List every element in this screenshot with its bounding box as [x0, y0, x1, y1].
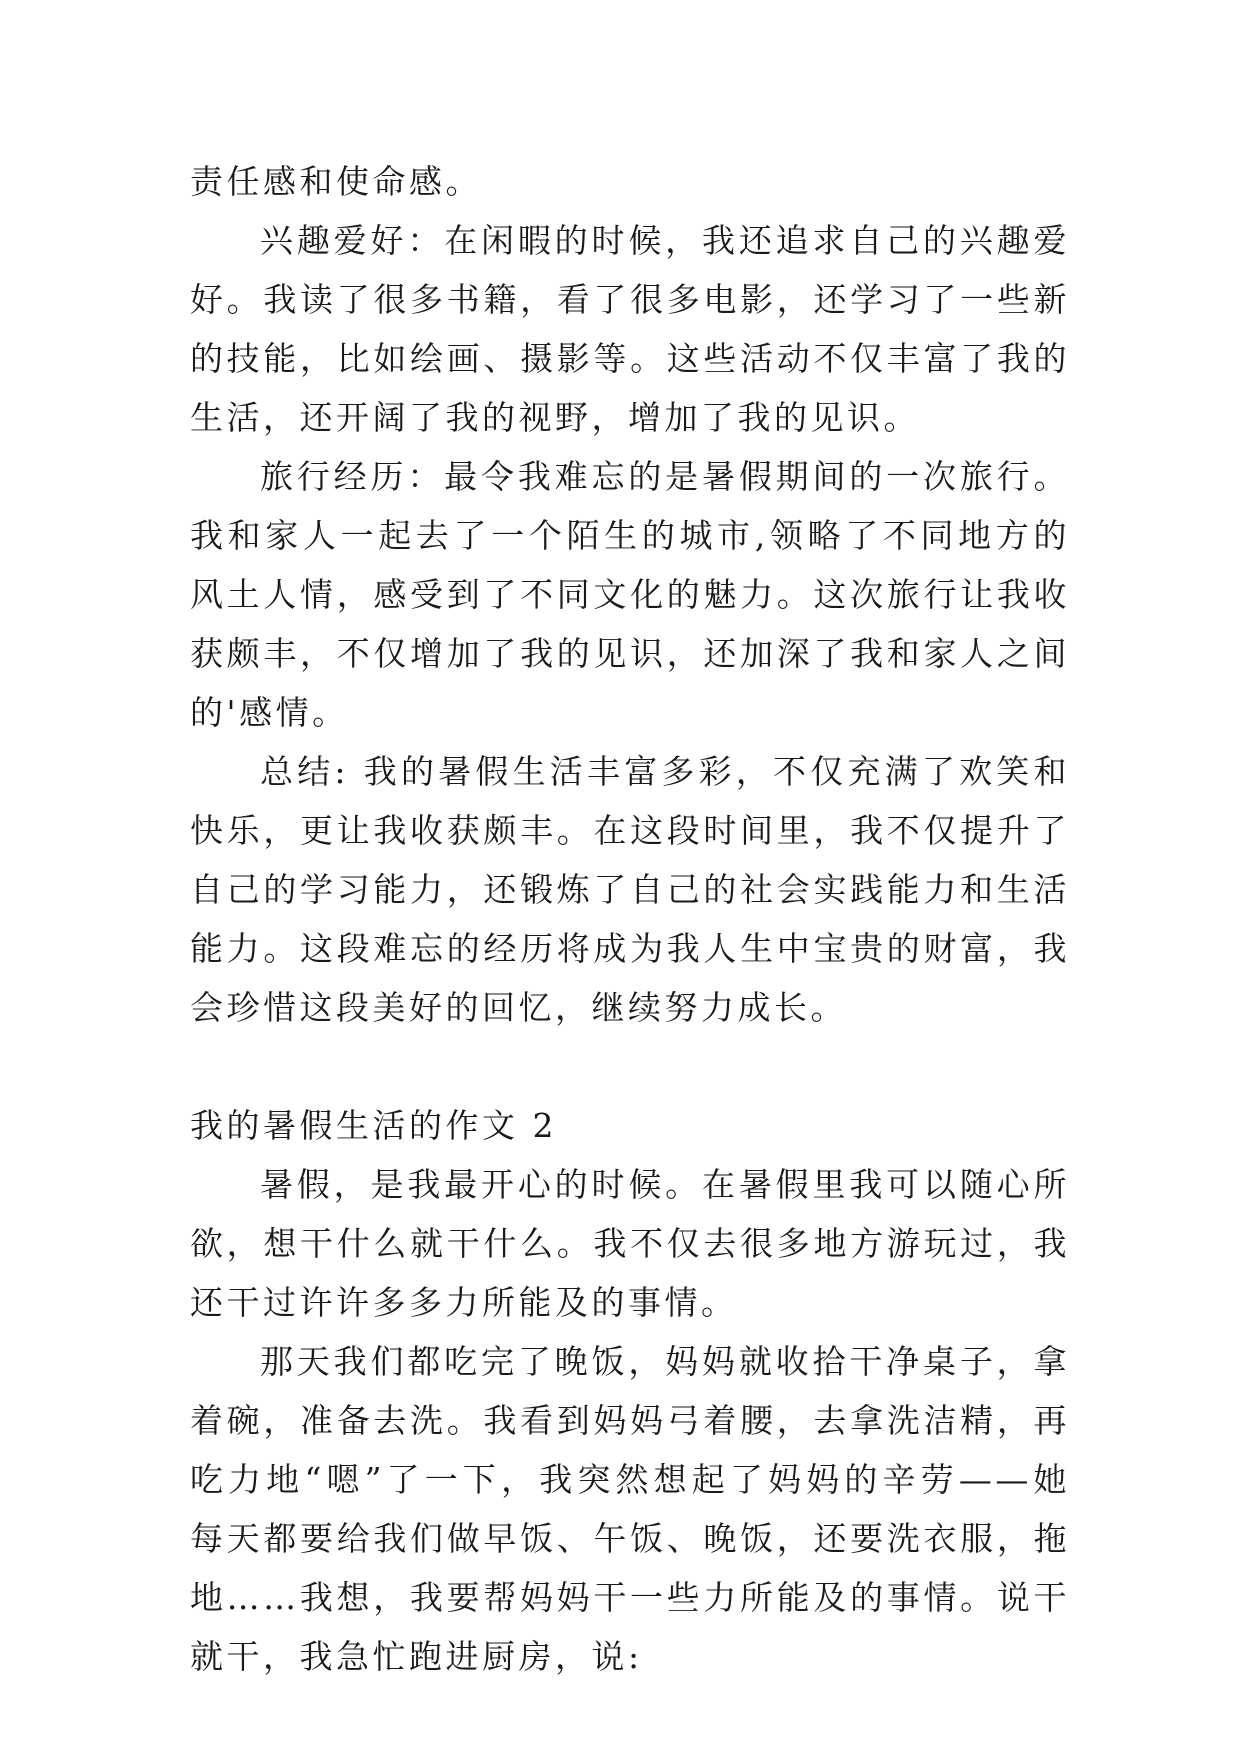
- document-body: [190, 152, 1070, 1686]
- section-heading: 我的暑假生活的作文 2: [190, 1106, 557, 1145]
- paragraph-hobbies: 兴趣爱好：在闲暇的时候，我还追求自己的兴趣爱好。我读了很多书籍，看了很多电影，还学习了一些新的技能，比如绘画、摄影等。这些活动不仅丰富了我的生活，还开阔了我的视野，增加了我的见识。: [190, 221, 1070, 437]
- paragraph-travel: 旅行经历：最令我难忘的是暑假期间的一次旅行。我和家人一起去了一个陌生的城市,领略了不同地方的风土人情，感受到了不同文化的魅力。这次旅行让我收获颇丰，不仅增加了我的见识，还加深了我和家人之间的'感情。: [190, 457, 1070, 732]
- paragraph-intro: 暑假，是我最开心的时候。在暑假里我可以随心所欲，想干什么就干什么。我不仅去很多地方游玩过，我还干过许许多多力所能及的事情。: [190, 1165, 1070, 1322]
- paragraph-story: 那天我们都吃完了晚饭，妈妈就收拾干净桌子，拿着碗，准备去洗。我看到妈妈弓着腰，去拿洗洁精，再吃力地“嗯”了一下，我突然想起了妈妈的辛劳——她每天都要给我们做早饭、午饭、晚饭，还要洗衣服，拖地……我想，我要帮妈妈干一些力所能及的事情。说干就干，我急忙跑进厨房，说:: [190, 1342, 1070, 1676]
- paragraph-summary: 总结: 我的暑假生活丰富多彩，不仅充满了欢笑和快乐，更让我收获颇丰。在这段时间里，我不仅提升了自己的学习能力，还锻炼了自己的社会实践能力和生活能力。这段难忘的经历将成为我人生中宝贵的财富，我会珍惜这段美好的回忆，继续努力成长。: [190, 752, 1070, 1027]
- paragraph-continuation: 责任感和使命感。: [190, 162, 482, 201]
